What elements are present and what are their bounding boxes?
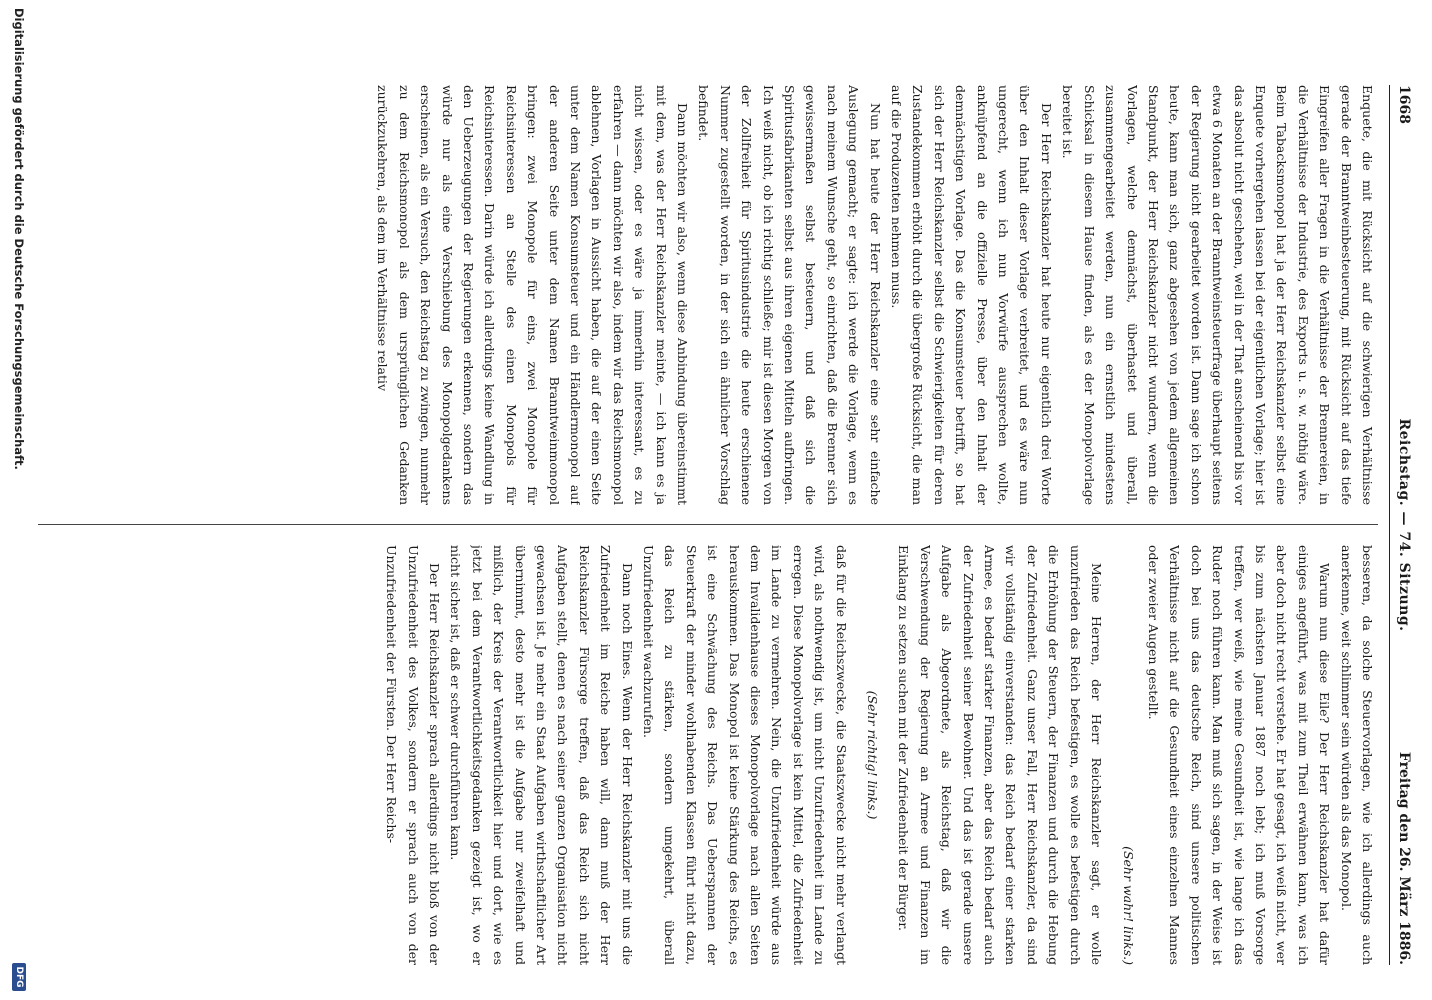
paragraph: Meine Herren, der Herr Reichskanzler sagt, er wolle unzufrieden das Reich befestigen, es wolle es befestigen durch die Erhöhung der Steuern, der Finanzen und durch die Hebung der Zufriedenheit. Ganz unser Fall, Herr Reichskanzler, da sind wir vollständig einverstanden: das Reich bedarf einer starken Armee, es bedarf starker Finanzen, aber das Reich bedarf auch der Zufriedenheit seiner Bewohner. Und das ist gerade unsere Aufgabe als Abgeordnete, als Reichstag, daß wir die Verschwendung der Regierung an Armee und Finanzen im Einklang zu setzen suchen mit der Zufriedenheit der Bürger. [896,545,1105,965]
left-column [38,85,1378,505]
paragraph: Enquete, die mit Rücksicht auf die schwierigen Verhältnisse gerade der Branntweinbesteuerung, mit Rücksicht auf das tiefe Eingreifen aller Fragen in die Verhältnisse der Brennereien, in die Verhältnisse der Industrie, des Exports u. s. w. nöthig wäre. Beim Tabacksmonopol hat ja der Herr Reichskanzler selbst eine Enquete vorhergehen lassen bei der eigentlichen Vorlage; hier ist das absolut nicht geschehen, weil in der That anscheinend bis vor etwa 6 Monaten an der Branntweinsteuerfrage überhaupt seitens der Regierung nicht gearbeitet worden ist. Dann sage ich schon heute, kann man sich, ganz abgesehen von jedem allgemeinen Standpunkt, der Herr Reichskanzler nicht wundern, wenn die Vorlagen, welche demnächst, überhastet und überall, zusammengearbeitet werden, nun ein ernstlich mindestens Schicksal in diesem Hause finden, als es der Monopolvorlage bereitet ist. [1060,85,1375,505]
paragraph: Dann noch Eines. Wenn der Herr Reichskanzler mit uns die Zufriedenheit im Reiche haben will, dann muß der Herr Reichskanzler Fürsorge treffen, daß das Reich sich nicht Aufgaben stellt, denen es nach seiner ganzen Organisation nicht gewachsen ist. Je mehr ein Staat Aufgaben wirthschaftlicher Art übernimmt, desto mehr ist die Aufgabe nur zweifelhaft und mißlich, der Kreis der Verantwortlichkeit hier und dort, wie es jetzt bei dem Verantwortlichkeitsgedanken gezeigt ist, wo er nicht sicher ist, daß er schwer durchführen kann. [448,545,635,965]
paragraph: Dann möchten wir also, wenn diese Anbindung übereinstimmt mit dem, was der Herr Reichskanzler meinte, — ich kann es ja nicht wissen, oder es wäre ja immerhin interessant, es zu erfahren — dann möchten wir also, indem wir das Reichsmonopol ablehnen, Vorlagen in Aussicht haben, die auf der einen Seite unter dem Namen Konsumsteuer und ein Händlermonopol auf der anderen Seite unter dem Namen Branntweinmonopol bringen: zwei Monopole für eins, zwei Monopole für Reichsinteressen an Stelle des einen Monopols für Reichsinteressen. Darin würde ich allerdings keine Wandlung in den Ueberzeugungen der Regierungen erkennen, sondern das würde nur als eine Verschiebung des Monopolgedankens erscheinen, als ein Versuch, den Reichstag zu zwingen, nunmehr zu dem Reichsmonopol als dem ursprünglichen Gedanken zurückzukehren, als dem im Verhältnisse relativ [375,85,690,505]
interjection: (Sehr wahr! links.) [1120,846,1136,965]
paragraph: Warum nun diese Eile? Der Herr Reichskanzler hat dafür einiges angeführt, was mit zum Theil erwähnen kann, was ich aber doch nicht recht verstehe. Er hat gesagt, ich weiß nicht, wer bis zum nächsten Januar 1887 noch lebt; ich muß Vorsorge treffen, wer weiß, wie meine Gesundheit ist, wie lange ich das Ruder noch führen kann. Man muß sich sagen, in der Weise ist doch bei uns das deutsche Reich, sind unsere politischen Verhältnisse nicht auf die Gesundheit eines einzelnen Mannes oder zweier Augen gestellt. [1145,545,1333,965]
interjection: (Sehr richtig! links.) [865,690,881,820]
digitization-note: Digitalisierung gefördert durch die Deutsche Forschungsgemeinschaft. [12,8,26,470]
paragraph: Nun hat heute der Herr Reichskanzler eine sehr einfache Auslegung gemacht; er sagte: ich werde die Vorlage, wenn es nach meinem Wunsche geht, so einrichten, daß die Brenner sich gewissermaßen selbst besteuern, und daß sich die Spiritusfabrikanten selbst aus ihren eigenen Mitteln aufbringen. Ich weiß nicht, ob ich richtig schließe; mir ist diesen Morgen von der Zollfreiheit für Spiritusindustrie die heute erschienene Nummer zugestellt worden, in der sich ein ähnlicher Vorschlag befindet. [696,85,883,505]
page-number: 1668 [1396,85,1412,124]
paragraph: besseren, da solche Steuervorlagen, wie ich allerdings auch anerkenne, weit schlimmer sein würden als das Monopol. [1338,545,1375,965]
session-date: Freitag den 26. März 1886. [1396,751,1412,965]
paragraph: Der Herr Reichskanzler sprach allerdings nicht bloß von der Unzufriedenheit des Volkes, sondern er sprach auch von der Unzufriedenheit der Fürsten. Der Herr Reichs- [384,545,442,965]
page-header [1389,85,1414,965]
digitization-footer [8,0,28,1000]
running-title: Reichstag. — 74. Sitzung. [1396,418,1412,632]
paragraph: Der Herr Reichskanzler hat heute nur eigentlich drei Worte über den Inhalt dieser Vorlage verbreitet, und es wäre nun ungerecht, wenn ich nun Vorwürfe aussprechen wollte, anknüpfend an die offizielle Presse, über den Inhalt der demnächstigen Vorlage. Das die Konsumsteuer betrifft, so hat sich der Herr Reichskanzler selbst die Schwierigkeiten für deren Zustandekommen erhöht durch die übergroße Rücksicht, die man auf die Produzenten nehmen muss. [889,85,1054,505]
right-column [38,545,1378,965]
paragraph: daß für die Reichszwecke, die Staatszwecke nicht mehr verlangt wird, als nothwendig ist, um nicht Unzufriedenheit im Lande zu erregen. Diese Monopolvorlage ist kein Mittel, die Zufriedenheit im Lande zu vermehren. Nein, die Unzufriedenheit würde aus dem Invalidenhause dieses Monopolvorlage nach allen Seiten herauskommen. Das Monopol ist keine Stärkung des Reichs, es ist eine Schwächung des Reichs. Das Ueberspannen der Steuerkraft der minder wohlhabenden Klassen führt nicht dazu, das Reich zu stärken, sondern umgekehrt, überall Unzufriedenheit wachzurufen. [641,545,849,965]
column-divider [38,524,1378,525]
dfg-logo: DFG [12,963,26,991]
